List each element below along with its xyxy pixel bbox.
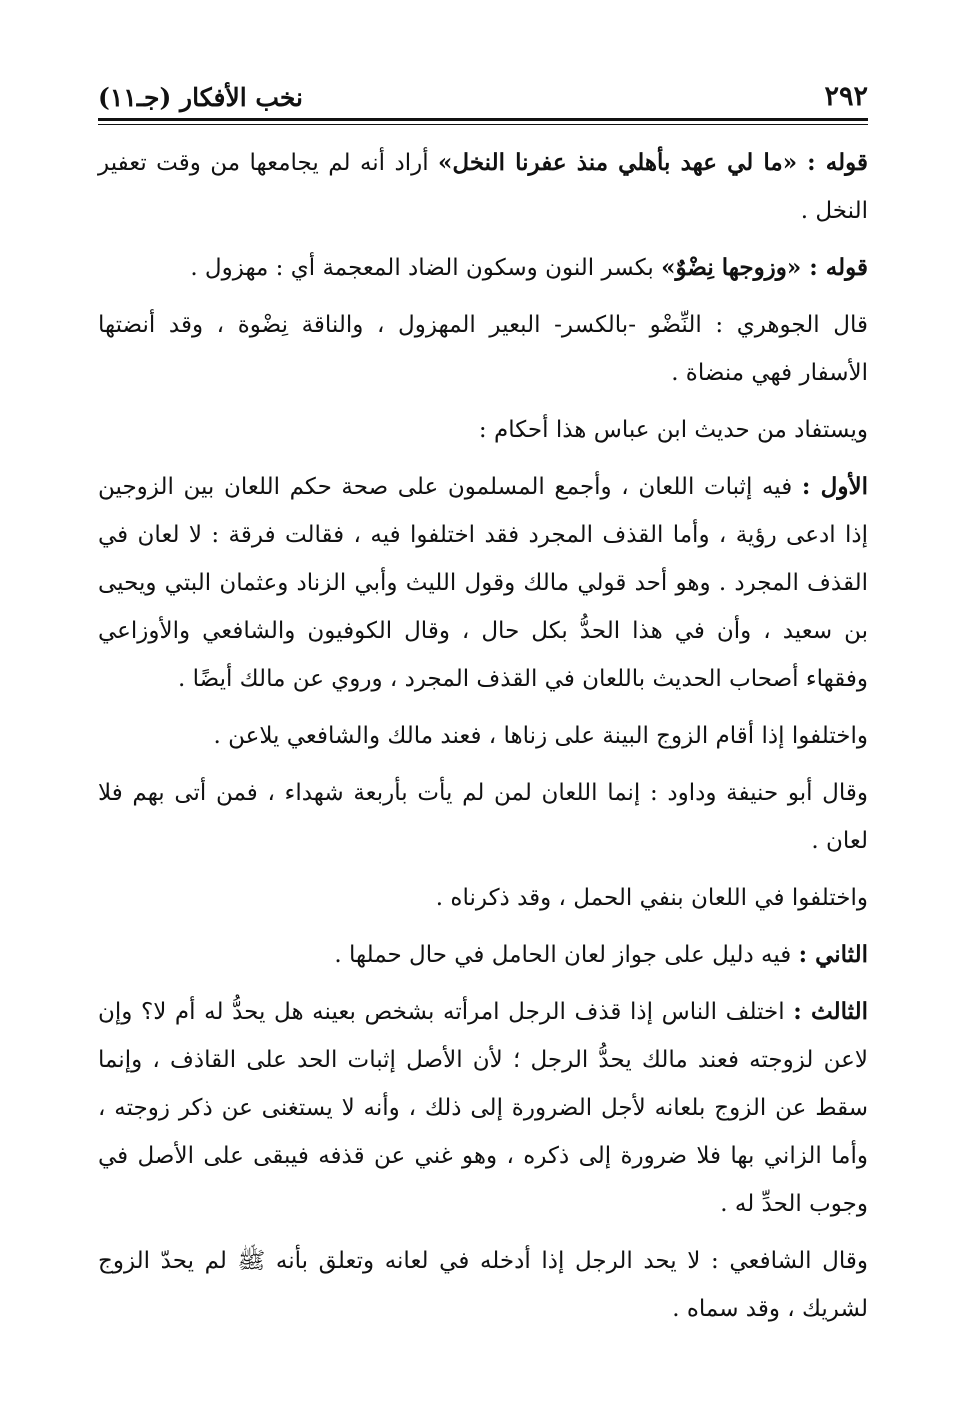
- paragraph: [98, 1237, 868, 1333]
- page-header: [98, 70, 868, 116]
- paragraph-text: فيه دليل على جواز لعان الحامل في حال حملها .: [334, 942, 799, 968]
- paragraph-text: فيه إثبات اللعان ، وأجمع المسلمون على صحة حكم اللعان بين الزوجين إذا ادعى رؤية ، وأما القذف المجرد فقد اختلفوا فيه ، فقالت فرقة : لا لعان في القذف المجرد . وهو أحد قولي مالك وقول الليث وأبي الزناد وعثمان البتي ويحيى بن سعيد ، وأن في هذا الحدُّ بكل حال ، وقال الكوفيون والشافعي والأوزاعي وفقهاء أصحاب الحديث باللعان في القذف المجرد ، وروي عن مالك أيضًا .: [98, 474, 868, 692]
- paragraph: [98, 301, 868, 397]
- book-title: نخب الأفكار (جـ١١): [98, 83, 304, 112]
- paragraph-lead: الأول :: [801, 473, 868, 500]
- header-rule-thin: [98, 124, 868, 125]
- paragraph-text: واختلفوا إذا أقام الزوج البينة على زناها ، فعند مالك والشافعي يلاعن .: [213, 723, 868, 749]
- paragraph-lead: الثالث :: [793, 998, 868, 1025]
- paragraph-text: قال الجوهري : النِّضْو -بالكسر- البعير المهزول ، والناقة نِضْوة ، وقد أنضتها الأسفار فهي منضاة .: [98, 312, 868, 386]
- paragraph-text: ويستفاد من حديث ابن عباس هذا أحكام :: [478, 417, 868, 443]
- book-page: [98, 70, 868, 1342]
- paragraph: [98, 931, 868, 979]
- paragraph-lead: الثاني :: [798, 941, 868, 968]
- header-rule-thick: [98, 118, 868, 121]
- paragraph: [98, 874, 868, 922]
- paragraph-lead: قوله : «ما لي عهد بأهلي منذ عفرنا النخل»: [438, 149, 868, 176]
- paragraph: [98, 769, 868, 865]
- paragraph: [98, 463, 868, 703]
- paragraph-lead: قوله : «وزوجها نِضْوٌ»: [661, 254, 868, 281]
- paragraph: [98, 139, 868, 235]
- paragraph: [98, 712, 868, 760]
- paragraph-text: وقال الشافعي : لا يحد الرجل إذا أدخله في لعانه وتعلق بأنه ﷺ لم يحدّ الزوج لشريك ، وقد سماه .: [98, 1248, 868, 1322]
- paragraph-text: واختلفوا في اللعان بنفي الحمل ، وقد ذكرناه .: [435, 885, 868, 911]
- paragraph: [98, 244, 868, 292]
- page-number: ٢٩٢: [824, 81, 868, 112]
- paragraph: [98, 988, 868, 1228]
- paragraph: [98, 406, 868, 454]
- paragraph-text: بكسر النون وسكون الضاد المعجمة أي : مهزول .: [190, 255, 662, 281]
- paragraph-text: وقال أبو حنيفة وداود : إنما اللعان لمن لم يأت بأربعة شهداء ، فمن أتى بهم فلا لعان .: [98, 780, 868, 854]
- paragraph-text: أراد أنه لم يجامعها من وقت تعفير النخل .: [98, 150, 868, 224]
- paragraph-text: اختلف الناس إذا قذف الرجل امرأته بشخص بعينه هل يحدُّ له أم لا؟ وإن لاعن لزوجته فعند مالك يحدُّ الرجل ؛ لأن الأصل إثبات الحد على القاذف ، وإنما سقط عن الزوج بلعانه لأجل الضرورة إلى ذلك ، وأنه لا يستغنى عن ذكر زوجته ، وأما الزاني بها فلا ضرورة إلى ذكره ، وهو غني عن قذفه فيبقى على الأصل في وجوب الحدِّ له .: [98, 999, 868, 1217]
- page-body: [98, 139, 868, 1333]
